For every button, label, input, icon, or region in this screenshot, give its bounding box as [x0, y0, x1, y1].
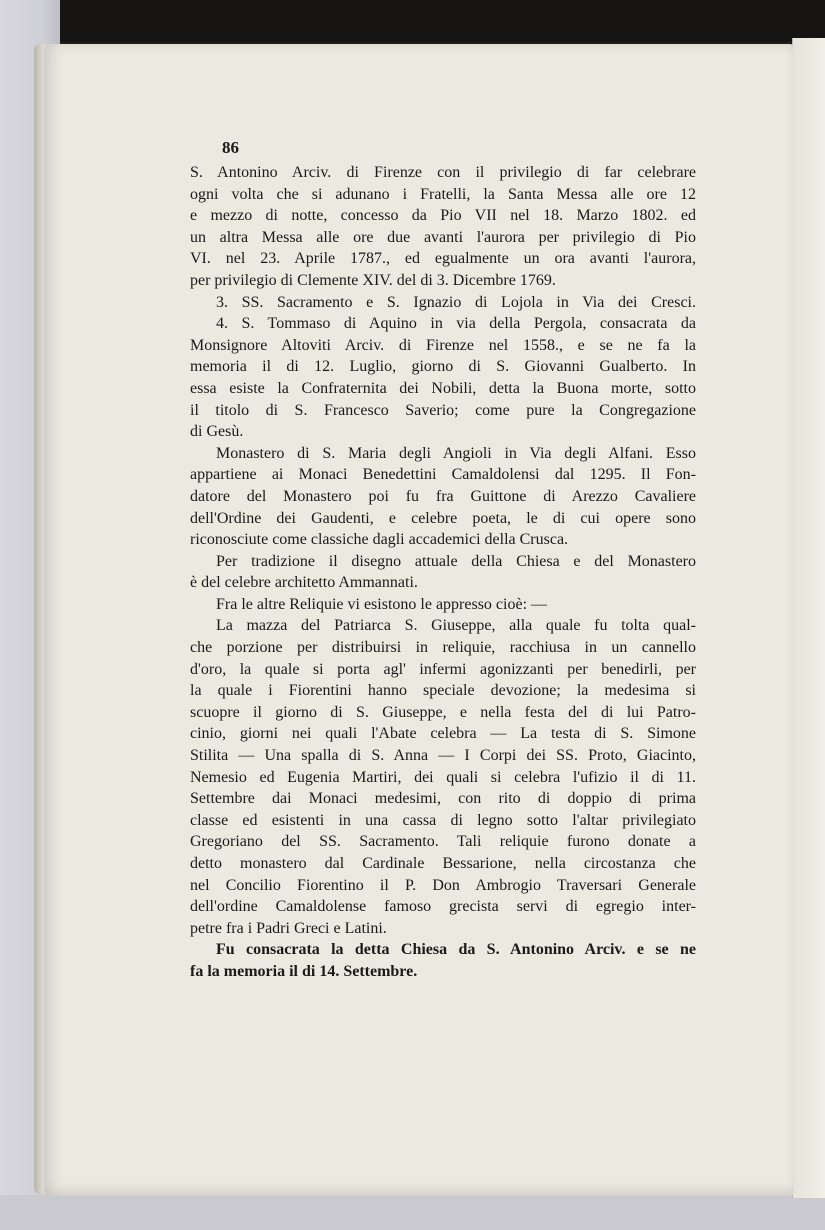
- text-line: detto monastero dal Cardinale Bessarione, nella circostanza che: [190, 855, 696, 872]
- text-line: Nemesio ed Eugenia Martiri, dei quali si celebra l'ufizio il di 11.: [190, 768, 696, 786]
- text-line: 3. SS. Sacramento e S. Ignazio di Lojola in Via dei Cresci.: [216, 293, 696, 311]
- text-line: è del celebre architetto Ammannati.: [190, 574, 418, 592]
- text-line: di Gesù.: [190, 423, 244, 441]
- text-line: dell'Ordine dei Gaudenti, e celebre poeta, le di cui opere sono: [190, 509, 696, 527]
- text-line: riconosciute come classiche dagli accademici della Crusca.: [190, 531, 569, 549]
- text-line: memoria il di 12. Luglio, giorno di S. Giovanni Gualberto. In: [190, 358, 696, 376]
- body-text: [190, 162, 696, 983]
- text-line: datore del Monastero poi fu fra Guittone di Arezzo Cavaliere: [190, 487, 696, 505]
- text-line: La mazza del Patriarca S. Giuseppe, alla quale fu tolta qual-: [216, 617, 696, 635]
- text-line: Monsignore Altoviti Arciv. di Firenze nel 1558., e se ne fa la: [190, 336, 696, 354]
- text-line: d'oro, la quale si porta agl' infermi agonizzanti per benedirli, per: [190, 660, 696, 678]
- text-line: fa la memoria il di 14. Settembre.: [190, 962, 418, 980]
- scan-background-top: [0, 0, 825, 42]
- text-line: VI. nel 23. Aprile 1787., ed egualmente un ora avanti l'aurora,: [190, 250, 696, 268]
- text-line: cinio, giorni nei quali l'Abate celebra — La testa di S. Simone: [190, 725, 696, 743]
- text-line: S. Antonino Arciv. di Firenze con il privilegio di far celebrare: [190, 164, 696, 181]
- text-line: Gregoriano del SS. Sacramento. Tali reliquie furono donate a: [190, 833, 696, 851]
- text-line: nel Concilio Fiorentino il P. Don Ambrogio Traversari Generale: [190, 876, 696, 894]
- text-line: Settembre dai Monaci medesimi, con rito di doppio di prima: [190, 790, 696, 808]
- text-line: appartiene ai Monaci Benedettini Camaldolensi dal 1295. Il Fon-: [190, 466, 696, 484]
- scan-background-bottom: [0, 1195, 825, 1230]
- text-line: essa esiste la Confraternita dei Nobili, detta la Buona morte, sotto: [190, 379, 696, 397]
- text-line: il titolo di S. Francesco Saverio; come pure la Congregazione: [190, 401, 696, 419]
- text-line: dell'ordine Camaldolense famoso grecista servi di egregio inter-: [190, 898, 696, 916]
- text-line: Fu consacrata la detta Chiesa da S. Antonino Arciv. e se ne: [216, 941, 696, 959]
- text-line: Fra le altre Reliquie vi esistono le appresso cioè: —: [216, 595, 548, 613]
- text-line: classe ed esistenti in una cassa di legno sotto l'altar privilegiato: [190, 811, 696, 829]
- text-line: ogni volta che si adunano i Fratelli, la Santa Messa alle ore 12: [190, 185, 696, 203]
- text-line: la quale i Fiorentini hanno speciale devozione; la medesima si: [190, 682, 696, 700]
- text-line: un altra Messa alle ore due avanti l'aurora per privilegio di Pio: [190, 228, 696, 246]
- text-line: per privilegio di Clemente XIV. del di 3. Dicembre 1769.: [190, 271, 556, 289]
- text-line: 4. S. Tommaso di Aquino in via della Pergola, consacrata da: [216, 315, 696, 333]
- text-line: petre fra i Padri Greci e Latini.: [190, 919, 387, 937]
- page-number: 86: [222, 138, 239, 157]
- text-line: che porzione per distribuirsi in reliquie, racchiusa in un cannello: [190, 639, 696, 657]
- text-line: Per tradizione il disegno attuale della Chiesa e del Monastero: [216, 552, 696, 570]
- text-line: e mezzo di notte, concesso da Pio VII nel 18. Marzo 1802. ed: [190, 207, 696, 225]
- text-line: scuopre il giorno di S. Giuseppe, e nella festa del di lui Patro-: [190, 703, 696, 721]
- text-line: Stilita — Una spalla di S. Anna — I Corpi dei SS. Proto, Giacinto,: [190, 747, 696, 765]
- adjacent-page-edge: [792, 38, 825, 1198]
- text-line: Monastero di S. Maria degli Angioli in Via degli Alfani. Esso: [216, 444, 696, 462]
